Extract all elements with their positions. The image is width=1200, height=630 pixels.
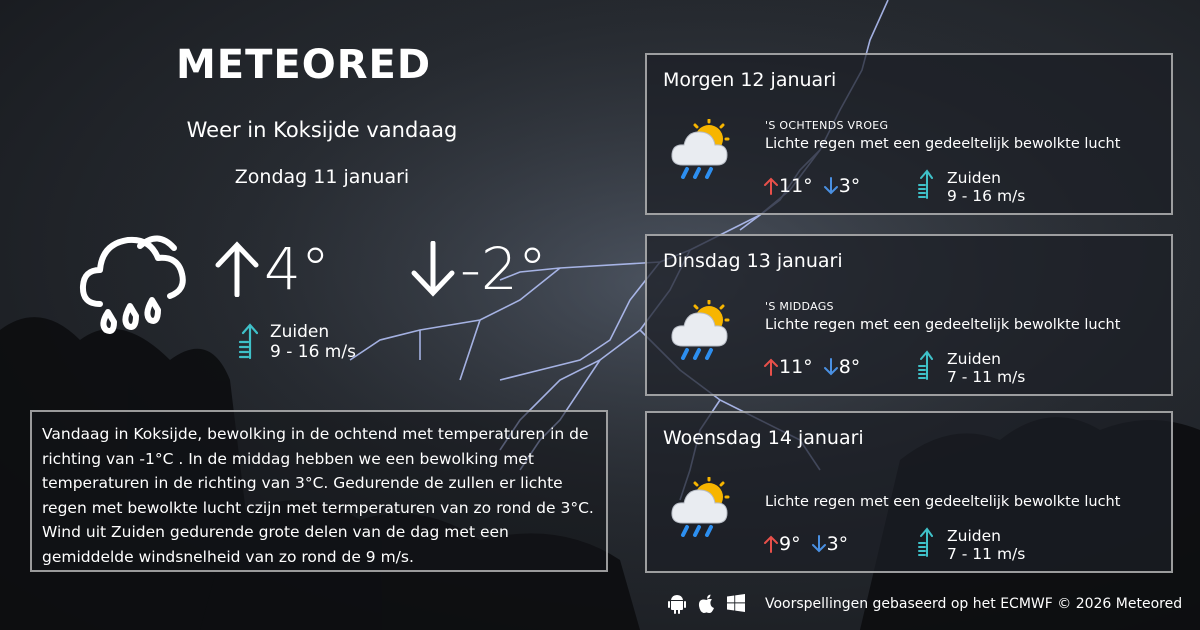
forecast-period: 'S OCHTENDS VROEG <box>765 119 889 132</box>
logo-text: METEORED <box>176 42 432 88</box>
today-description: Vandaag in Koksijde, bewolking in de ochtend met temperaturen in de richting van -1°C . In de middag hebben we een bewolking met temperaturen in de richting van 3°C. Gedurende de zullen er lichte regen met bewolkte lucht czijn met termperaturen van zo rond de 3°C. Wind uit Zuiden gedurende grote delen van de dag met een gemiddelde windsnelheid van zo rond de 9 m/s. <box>30 410 608 572</box>
arrow-up-icon <box>763 358 779 376</box>
arrow-up-icon <box>763 535 779 553</box>
wind-icon <box>917 350 933 380</box>
wind-icon <box>238 322 258 360</box>
sun-cloud-rain-icon <box>669 119 733 183</box>
forecast-min-value: 3° <box>838 175 861 197</box>
forecast-wind-speed: 7 - 11 m/s <box>947 545 1026 563</box>
forecast-wind <box>917 350 1025 386</box>
forecast-wind-direction: Zuiden <box>947 169 1001 187</box>
today-min-temp <box>410 234 547 304</box>
today-wind-speed: 9 - 16 m/s <box>270 342 356 362</box>
forecast-wind-direction: Zuiden <box>947 350 1001 368</box>
arrow-down-icon <box>811 535 827 553</box>
today-min-temp-value: -2° <box>460 235 547 303</box>
forecast-date: Morgen 12 januari <box>663 69 837 91</box>
footer <box>668 594 1182 614</box>
forecast-period: 'S MIDDAGS <box>765 300 834 313</box>
forecast-temps <box>763 533 858 555</box>
forecast-wind-direction: Zuiden <box>947 527 1001 545</box>
arrow-down-icon <box>823 358 839 376</box>
arrow-up-icon <box>763 177 779 195</box>
forecast-wind-speed: 7 - 11 m/s <box>947 368 1026 386</box>
forecast-date: Woensdag 14 januari <box>663 427 864 449</box>
arrow-down-icon <box>410 241 456 297</box>
forecast-max-value: 11° <box>779 175 813 197</box>
forecast-card[interactable] <box>645 411 1173 573</box>
apple-icon[interactable] <box>698 594 715 614</box>
sun-cloud-rain-icon <box>669 477 733 541</box>
forecast-temps <box>763 175 870 197</box>
forecast-min-value: 3° <box>826 533 849 555</box>
today-max-temp-value: 4° <box>264 235 330 303</box>
forecast-min <box>823 356 861 378</box>
forecast-temps <box>763 356 870 378</box>
forecast-card[interactable] <box>645 234 1173 396</box>
today-date: Zondag 11 januari <box>234 166 410 188</box>
forecast-max <box>763 175 813 197</box>
wind-icon <box>917 169 933 199</box>
arrow-up-icon <box>214 241 260 297</box>
forecast-max <box>763 533 801 555</box>
forecast-description: Lichte regen met een gedeeltelijk bewolkte lucht <box>765 317 1121 333</box>
forecast-max-value: 11° <box>779 356 813 378</box>
forecast-card[interactable] <box>645 53 1173 215</box>
forecast-description: Lichte regen met een gedeeltelijk bewolkte lucht <box>765 136 1121 152</box>
arrow-down-icon <box>823 177 839 195</box>
forecast-min-value: 8° <box>838 356 861 378</box>
footer-credit: Voorspellingen gebaseerd op het ECMWF © 2026 Meteored <box>765 596 1183 612</box>
today-max-temp <box>214 234 330 304</box>
android-icon[interactable] <box>668 594 686 614</box>
today-wind-direction: Zuiden <box>270 322 330 342</box>
forecast-max-value: 9° <box>779 533 801 555</box>
forecast-min <box>823 175 861 197</box>
today-wind <box>238 322 356 362</box>
forecast-max <box>763 356 813 378</box>
forecast-min <box>811 533 849 555</box>
sun-cloud-rain-icon <box>669 300 733 364</box>
rain-cloud-icon <box>78 226 190 340</box>
forecast-wind-speed: 9 - 16 m/s <box>947 187 1026 205</box>
forecast-wind <box>917 169 1025 205</box>
forecast-description: Lichte regen met een gedeeltelijk bewolkte lucht <box>765 494 1121 510</box>
windows-icon[interactable] <box>727 594 745 612</box>
meteored-logo[interactable] <box>176 44 436 86</box>
forecast-wind <box>917 527 1025 563</box>
wind-icon <box>917 527 933 557</box>
page-title: Weer in Koksijde vandaag <box>186 118 458 142</box>
forecast-date: Dinsdag 13 januari <box>663 250 843 272</box>
